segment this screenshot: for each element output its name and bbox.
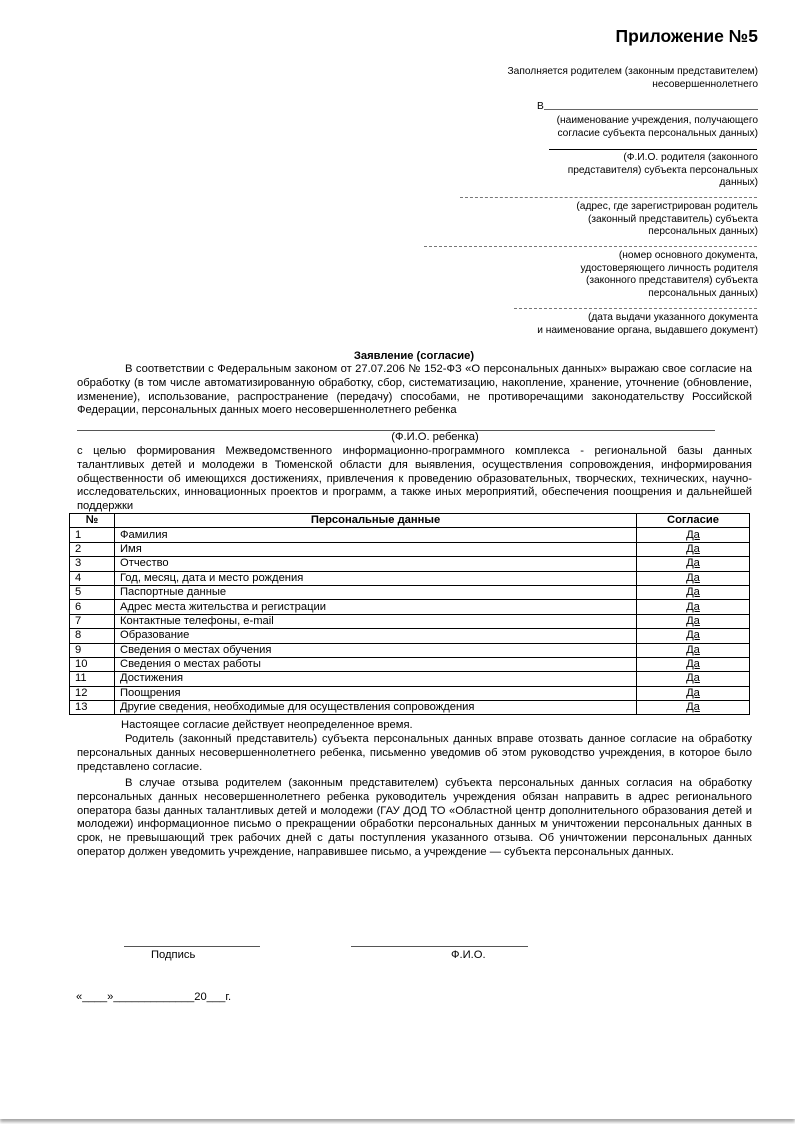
validity-text: Настоящее согласие действует неопределенное время. — [121, 719, 413, 731]
consent-value: Да — [686, 571, 700, 584]
consent-value: Да — [686, 701, 700, 714]
row-number: 11 — [70, 672, 115, 686]
consent-value: Да — [686, 614, 700, 627]
consent-value: Да — [686, 643, 700, 656]
table-row — [70, 672, 750, 686]
filled-by-line-2: несовершеннолетнего — [652, 78, 758, 90]
row-consent[interactable] — [637, 614, 750, 628]
caption-line: персональных данных) — [648, 287, 758, 299]
full-name-label: Ф.И.О. — [451, 949, 486, 961]
row-consent[interactable] — [637, 542, 750, 556]
caption-line: (дата выдачи указанного документа — [587, 312, 758, 323]
row-consent[interactable] — [637, 557, 750, 571]
row-item: Фамилия — [115, 528, 637, 542]
caption-line: удостоверяющего личность родителя — [580, 262, 758, 274]
row-item: Контактные телефоны, e-mail — [115, 614, 637, 628]
parent-name-input-line[interactable] — [549, 149, 757, 150]
row-consent[interactable] — [637, 686, 750, 700]
table-row — [70, 585, 750, 599]
table-row — [70, 542, 750, 556]
row-number: 12 — [70, 686, 115, 700]
row-number: 5 — [70, 585, 115, 599]
full-name-input-line[interactable] — [351, 946, 528, 947]
caption-line: (наименование учреждения, получающего — [556, 115, 758, 126]
filled-by-line-1: Заполняется родителем (законным представителем) — [507, 66, 758, 77]
caption-line: представителя) субъекта персональных — [567, 164, 758, 176]
caption-line: персональных данных) — [648, 226, 758, 238]
row-item: Поощрения — [115, 686, 637, 700]
appendix-title: Приложение №5 — [615, 26, 758, 46]
statement-intro: В соответствии с Федеральным законом от 27.07.206 № 152-ФЗ «О персональных данных» выражаю свое согласие на обработку (в том числе автоматизированную обработку, сбор, систематизацию, накопление, хранение, уточнение (обновление, изменение), использование, распространение (передачу) способами, не противоречащими законодательству Российской Федерации, персональных данных моего несовершеннолетнего ребенка — [77, 363, 752, 417]
table-row — [70, 657, 750, 671]
revoke-text: Родитель (законный представитель) субъекта персональных данных вправе отозвать данное согласие на обработку персональных данных несовершеннолетнего ребенка, письменно уведомив об этом руководство учреждения, в которое было представлено согласие. — [77, 733, 752, 773]
caption-line: и наименование органа, выдавшего документ) — [537, 324, 758, 336]
document-caption — [581, 250, 758, 300]
row-number: 8 — [70, 629, 115, 643]
signature-input-line[interactable] — [124, 946, 260, 947]
consent-value: Да — [686, 586, 700, 599]
caption-line: (Ф.И.О. родителя (законного — [623, 152, 758, 163]
row-consent[interactable] — [637, 528, 750, 542]
caption-line: согласие субъекта персональных данных) — [557, 127, 758, 139]
column-header-personal-data: Персональные данные — [115, 514, 637, 528]
row-item: Достижения — [115, 672, 637, 686]
consent-value: Да — [686, 528, 700, 541]
date-field[interactable]: «____»_____________20___г. — [76, 991, 232, 1003]
row-number: 13 — [70, 701, 115, 715]
issue-date-input-line[interactable] — [514, 308, 757, 309]
consent-value: Да — [686, 629, 700, 642]
consent-value: Да — [686, 686, 700, 699]
caption-line: данных) — [719, 177, 758, 189]
row-item: Адрес места жительства и регистрации — [115, 600, 637, 614]
consent-value: Да — [686, 542, 700, 555]
table-row — [70, 686, 750, 700]
column-header-number: № — [70, 514, 115, 528]
row-number: 7 — [70, 614, 115, 628]
row-consent[interactable] — [637, 600, 750, 614]
table-row — [70, 528, 750, 542]
row-number: 9 — [70, 643, 115, 657]
caption-line: (номер основного документа, — [618, 250, 758, 261]
row-consent[interactable] — [637, 657, 750, 671]
address-input-line[interactable] — [460, 197, 757, 198]
consent-value: Да — [686, 557, 700, 570]
filled-by-note — [508, 66, 759, 91]
row-number: 1 — [70, 528, 115, 542]
caption-line: (законный представитель) субъекта — [587, 213, 758, 225]
address-caption — [576, 201, 758, 239]
row-consent[interactable] — [637, 585, 750, 599]
revocation-procedure-text: В случае отзыва родителем (законным представителем) субъекта персональных данных согласия на обработку персональных данных несовершеннолетнего ребенка руководитель учреждения обязан направить в адрес регионального оператора базы данных талантливых детей и молодежи (ГАУ ДОД ТО «Областной центр дополнительного образования детей и молодежи) информационное письмо о прекращении обработки персональных данных м уничтожении персональных данных в срок, не превышающий трек рабочих дней с даты поступления указанного отзыва. Об уничтожении персональных данных оператор должен уведомить учреждение, направившее письмо, а учреждение — субъекта персональных данных. — [77, 777, 752, 858]
column-header-consent: Согласие — [637, 514, 750, 528]
caption-line: (адрес, где зарегистрирован родитель — [576, 201, 758, 212]
row-number: 4 — [70, 571, 115, 585]
table-header-row — [70, 514, 750, 528]
row-item: Сведения о местах обучения — [115, 643, 637, 657]
statement-title: Заявление (согласие) — [353, 350, 475, 362]
to-prefix: В — [537, 101, 544, 112]
parent-name-caption — [568, 152, 758, 190]
row-consent[interactable] — [637, 629, 750, 643]
row-number: 6 — [70, 600, 115, 614]
consent-value: Да — [686, 658, 700, 671]
child-name-caption: (Ф.И.О. ребенка) — [391, 431, 479, 443]
row-item: Паспортные данные — [115, 585, 637, 599]
table-row — [70, 571, 750, 585]
row-number: 2 — [70, 542, 115, 556]
signature-label: Подпись — [151, 949, 196, 961]
row-item: Отчество — [115, 557, 637, 571]
table-row — [70, 701, 750, 715]
row-consent[interactable] — [637, 643, 750, 657]
table-row — [70, 600, 750, 614]
row-number: 10 — [70, 657, 115, 671]
table-row — [70, 614, 750, 628]
table-row — [70, 629, 750, 643]
row-item: Имя — [115, 542, 637, 556]
caption-line: (законного представителя) субъекта — [585, 275, 758, 287]
institution-input-line[interactable] — [544, 101, 758, 110]
consent-value: Да — [686, 600, 700, 613]
table-row — [70, 557, 750, 571]
statement-purpose: с целью формирования Межведомственного информационно-программного комплекса - региональной базы данных талантливых детей и молодежи в Тюменской области для выявления, осуществления сопровождения, информирования общественности об имеющихся достижениях, привлечения к проведению образовательных, творческих, технических, научно-исследовательских, инновационных проектов и программ, а также иных мероприятий, обеспечения поощрения и дальнейшей поддержки — [77, 445, 752, 513]
row-consent[interactable] — [637, 571, 750, 585]
row-item: Сведения о местах работы — [115, 657, 637, 671]
consent-value: Да — [686, 672, 700, 685]
institution-caption — [557, 115, 758, 140]
row-item: Год, месяц, дата и место рождения — [115, 571, 637, 585]
issue-caption — [537, 312, 758, 337]
row-number: 3 — [70, 557, 115, 571]
table-row — [70, 643, 750, 657]
personal-data-table — [69, 513, 750, 715]
row-item: Другие сведения, необходимые для осуществления сопровождения — [115, 701, 637, 715]
institution-field — [537, 101, 758, 112]
row-consent[interactable] — [637, 672, 750, 686]
document-number-input-line[interactable] — [424, 246, 757, 247]
row-consent[interactable] — [637, 701, 750, 715]
row-item: Образование — [115, 629, 637, 643]
